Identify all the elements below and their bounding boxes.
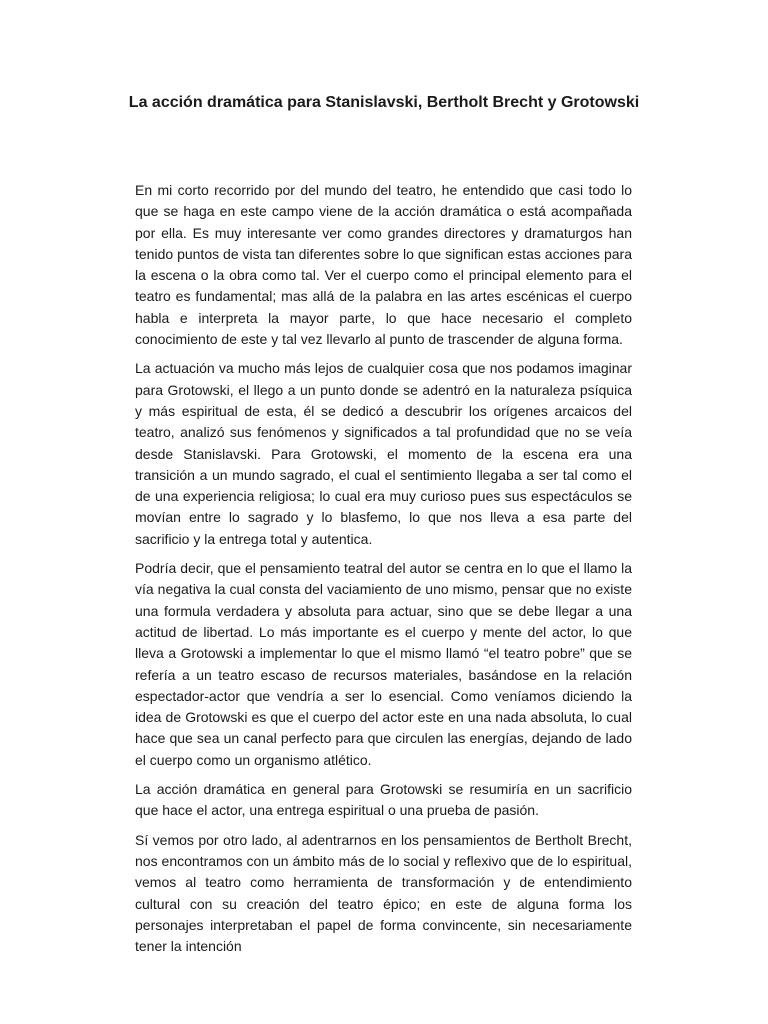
- paragraph-1: En mi corto recorrido por del mundo del teatro, he entendido que casi todo lo que se haga en este campo viene de la acción dramática o está acompañada por ella. Es muy interesante ver como grandes directores y dramaturgos han tenido puntos de vista tan diferentes sobre lo que significan estas acciones para la escena o la obra como tal. Ver el cuerpo como el principal elemento para el teatro es fundamental; mas allá de la palabra en las artes escénicas el cuerpo habla e interpreta la mayor parte, lo que hace necesario el completo conocimiento de este y tal vez llevarlo al punto de trascender de alguna forma.: [135, 182, 632, 348]
- paragraph-3: Podría decir, que el pensamiento teatral del autor se centra en lo que el llamo la vía negativa la cual consta del vaciamiento de uno mismo, pensar que no existe una formula verdadera y absoluta para actuar, sino que se debe llegar a una actitud de libertad. Lo más importante es el cuerpo y mente del actor, lo que lleva a Grotowski a implementar lo que el mismo llamó “el teatro pobre” que se refería a un teatro escaso de recursos materiales, basándose en la relación espectador-actor que vendría a ser lo esencial. Como veníamos diciendo la idea de Grotowski es que el cuerpo del actor este en una nada absoluta, lo cual hace que sea un canal perfecto para que circulen las energías, dejando de lado el cuerpo como un organismo atlético.: [135, 560, 632, 768]
- paragraph-4: La acción dramática en general para Grotowski se resumiría en un sacrificio que hace el actor, una entrega espiritual o una prueba de pasión.: [135, 781, 632, 819]
- document-title: La acción dramática para Stanislavski, Bertholt Brecht y Grotowski: [128, 94, 640, 111]
- paragraph-5: Sí vemos por otro lado, al adentrarnos en los pensamientos de Bertholt Brecht, nos encontramos con un ámbito más de lo social y reflexivo que de lo espiritual, vemos al teatro como herramienta de transformación y de entendimiento cultural con su creación del teatro épico; en este de alguna forma los personajes interpretaban el papel de forma convincente, sin necesariamente tener la intención: [135, 831, 632, 955]
- paragraph-2: La actuación va mucho más lejos de cualquier cosa que nos podamos imaginar para Grotowski, el llego a un punto donde se adentró en la naturaleza psíquica y más espiritual de esta, él se dedicó a descubrir los orígenes arcaicos del teatro, analizó sus fenómenos y significados a tal profundidad que no se veía desde Stanislavski. Para Grotowski, el momento de la escena era una transición a un mundo sagrado, el cual el sentimiento llegaba a ser tal como el de una experiencia religiosa; lo cual era muy curioso pues sus espectáculos se movían entre lo sagrado y lo blasfemo, lo que nos lleva a esa parte del sacrificio y la entrega total y autentica.: [135, 360, 632, 547]
- document-body: [135, 180, 632, 965]
